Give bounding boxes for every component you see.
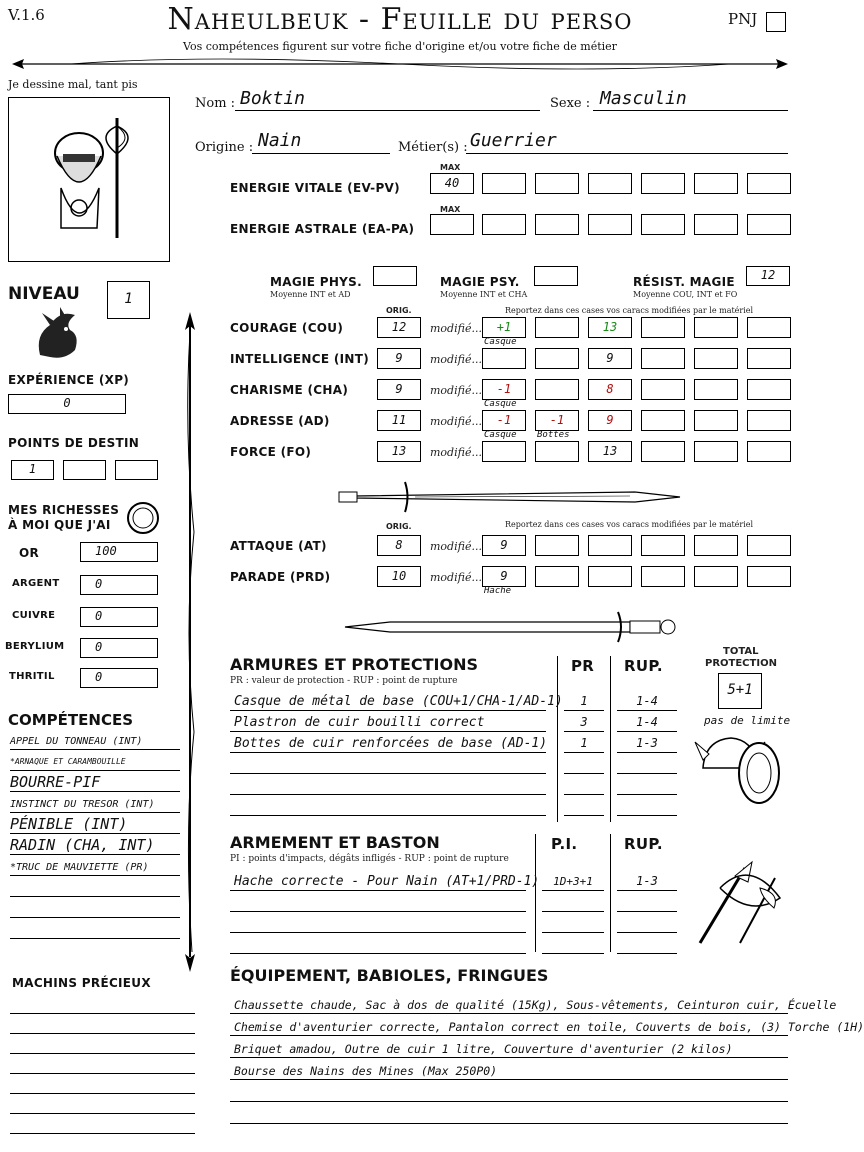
arme-pi-0[interactable]: 1D+3+1 (553, 875, 593, 888)
sexe-label: Sexe : (550, 96, 591, 111)
armures-title: ARMURES ET PROTECTIONS (230, 655, 478, 674)
caracs-label-0: COURAGE (COU) (230, 321, 344, 335)
caracs-cell-2-3[interactable] (641, 379, 685, 400)
origine-field[interactable]: Nain (258, 130, 302, 151)
ev-cell-4[interactable] (641, 173, 685, 194)
caracs-orig-0[interactable]: 12 (377, 317, 421, 338)
competences-title: COMPÉTENCES (8, 711, 134, 729)
caracs-label-2: CHARISME (CHA) (230, 383, 349, 397)
equipement-line (230, 1057, 788, 1058)
machins-line-6[interactable] (10, 1133, 195, 1134)
caracs-orig-4[interactable]: 13 (377, 441, 421, 462)
pnj-checkbox[interactable] (766, 12, 786, 32)
origine-line (252, 153, 390, 154)
armure-line (230, 731, 546, 732)
thritil-field[interactable]: 0 (80, 668, 158, 688)
caracs-note-3-1: Bottes (537, 430, 570, 440)
ev-cell-6[interactable] (747, 173, 791, 194)
cuivre-label: CUIVRE (12, 610, 56, 621)
caracs-label-4: FORCE (FO) (230, 445, 312, 459)
caracs-cell-1-0[interactable] (482, 348, 526, 369)
niveau-field[interactable]: 1 (107, 281, 150, 319)
total-label-1: TOTAL (723, 646, 759, 657)
ev-max-label: MAX (440, 163, 461, 172)
ea-cell-4[interactable] (641, 214, 685, 235)
equipement-line (230, 1035, 788, 1036)
magie-psy-field[interactable] (534, 266, 578, 286)
ea-max-label: MAX (440, 205, 461, 214)
combat-cell-0-1[interactable] (535, 535, 579, 556)
equipement-line (230, 1013, 788, 1014)
page-title: Naheulbeuk - Feuille du perso (167, 2, 633, 37)
caracs-cell-2-5[interactable] (747, 379, 791, 400)
ev-cell-5[interactable] (694, 173, 738, 194)
armure-rup-line (617, 773, 677, 774)
competence-item-5[interactable]: RADIN (CHA, INT) (10, 836, 155, 854)
ev-cell-2[interactable] (535, 173, 579, 194)
ea-cell-5[interactable] (694, 214, 738, 235)
arme-pi-line (542, 911, 604, 912)
argent-field[interactable]: 0 (80, 575, 158, 595)
caracs-cell-4-4[interactable] (694, 441, 738, 462)
machins-line-5[interactable] (10, 1113, 195, 1114)
caracs-modifie-0: modifié... (430, 322, 482, 335)
caracs-modifie-4: modifié... (430, 446, 482, 459)
ea-cell-2[interactable] (535, 214, 579, 235)
caracs-label-1: INTELLIGENCE (INT) (230, 352, 369, 366)
equipement-item-2[interactable]: Briquet amadou, Outre de cuir 1 litre, Couverture d'aventurier (2 kilos) (234, 1042, 733, 1056)
col-pr-header: PR (571, 657, 595, 675)
coin-icon (125, 500, 161, 536)
armure-pr-line (564, 710, 604, 711)
experience-field[interactable]: 0 (8, 394, 126, 414)
caracs-cell-4-0[interactable] (482, 441, 526, 462)
richesses-label-2: À MOI QUE J'AI (8, 518, 111, 532)
caracs-cell-0-1[interactable] (535, 317, 579, 338)
magie-phys-field[interactable] (373, 266, 417, 286)
caracs-cell-0-5[interactable] (747, 317, 791, 338)
caracs-orig-2[interactable]: 9 (377, 379, 421, 400)
destin-field-3[interactable] (115, 460, 158, 480)
combat-label-1: PARADE (PRD) (230, 570, 331, 584)
combat-orig-0[interactable]: 8 (377, 535, 421, 556)
berylium-field[interactable]: 0 (80, 638, 158, 658)
armement-title: ARMEMENT ET BASTON (230, 833, 440, 852)
caracs-cell-0-0[interactable]: +1 (482, 317, 526, 338)
arme-line (230, 890, 526, 891)
caracs-modifie-3: modifié... (430, 415, 482, 428)
machins-line-4[interactable] (10, 1093, 195, 1094)
armure-pr-2[interactable]: 1 (580, 736, 588, 750)
total-label-2: PROTECTION (705, 658, 777, 669)
armure-pr-line (564, 815, 604, 816)
armure-pr-line (564, 731, 604, 732)
ea-label: ENERGIE ASTRALE (EA-PA) (230, 222, 415, 236)
competence-item-6[interactable]: *TRUC DE MAUVIETTE (PR) (10, 862, 149, 873)
arme-rup-line (617, 953, 677, 954)
competence-item-1[interactable]: *ARNAQUE ET CARAMBOUILLE (10, 757, 126, 766)
combat-cell-1-4[interactable] (694, 566, 738, 587)
combat-orig-1[interactable]: 10 (377, 566, 421, 587)
ev-cell-3[interactable] (588, 173, 632, 194)
arme-line (230, 911, 526, 912)
dragon-icon (30, 305, 85, 363)
nom-field[interactable]: Boktin (240, 88, 306, 109)
caracs-note-2-0: Casque (484, 399, 517, 409)
thritil-label: THRITIL (9, 671, 55, 682)
armure-line (230, 773, 546, 774)
armure-rup-line (617, 731, 677, 732)
combat-note: Reportez dans ces cases vos caracs modifiées par le matériel (505, 520, 754, 529)
caracs-cell-3-0[interactable]: -1 (482, 410, 526, 431)
argent-label: ARGENT (12, 578, 60, 589)
armure-line (230, 752, 546, 753)
caracs-cell-1-4[interactable] (694, 348, 738, 369)
armures-sep-2 (610, 656, 611, 822)
combat-modifie-0: modifié... (430, 540, 482, 553)
competence-line (10, 875, 180, 876)
metier-label: Métier(s) : (398, 140, 468, 155)
armure-rup-line (617, 794, 677, 795)
caracs-cell-1-3[interactable] (641, 348, 685, 369)
competence-item-3[interactable]: INSTINCT DU TRESOR (INT) (10, 799, 155, 810)
total-protection-field[interactable]: 5+1 (718, 673, 762, 709)
caracs-cell-1-2[interactable]: 9 (588, 348, 632, 369)
armures-subtitle: PR : valeur de protection - RUP : point de rupture (230, 676, 458, 686)
machins-title: MACHINS PRÉCIEUX (12, 976, 151, 990)
armure-line (230, 710, 546, 711)
magie-psy-note: Moyenne INT et CHA (440, 290, 528, 299)
caracs-cell-2-1[interactable] (535, 379, 579, 400)
page-subtitle: Vos compétences figurent sur votre fiche d'origine et/ou votre fiche de métier (183, 40, 617, 53)
resist-magie-note: Moyenne COU, INT et FO (633, 290, 738, 299)
arme-line (230, 953, 526, 954)
combat-cell-1-1[interactable] (535, 566, 579, 587)
arme-pi-line (542, 890, 604, 891)
combat-label-0: ATTAQUE (AT) (230, 539, 327, 553)
armure-pr-line (564, 773, 604, 774)
origine-label: Origine : (195, 140, 254, 155)
caracs-cell-0-3[interactable] (641, 317, 685, 338)
armure-rup-line (617, 752, 677, 753)
equipement-title: ÉQUIPEMENT, BABIOLES, FRINGUES (230, 966, 549, 985)
caracs-note-0-0: Casque (484, 337, 517, 347)
weapons-icon (690, 858, 790, 948)
equipement-line (230, 1101, 788, 1102)
armure-line (230, 794, 546, 795)
caracs-orig-1[interactable]: 9 (377, 348, 421, 369)
armure-name-0[interactable]: Casque de métal de base (COU+1/CHA-1/AD-1) (234, 694, 563, 709)
berylium-label: BERYLIUM (5, 641, 65, 652)
competence-line (10, 854, 180, 855)
col-pi-header: P.I. (551, 835, 578, 853)
helmet-shield-icon (695, 728, 785, 808)
col-rup2-header: RUP. (624, 835, 663, 853)
caracs-cell-2-0[interactable]: -1 (482, 379, 526, 400)
machins-line-1[interactable] (10, 1033, 195, 1034)
competence-item-2[interactable]: BOURRE-PIF (10, 773, 101, 791)
arme-rup-line (617, 890, 677, 891)
caracs-cell-3-2[interactable]: 9 (588, 410, 632, 431)
orig-label: ORIG. (386, 306, 412, 315)
caracs-label-3: ADRESSE (AD) (230, 414, 330, 428)
equipement-line (230, 1123, 788, 1124)
competence-line (10, 833, 180, 834)
magie-phys-note: Moyenne INT et AD (270, 290, 351, 299)
armure-rup-0[interactable]: 1-4 (636, 694, 658, 708)
competence-line (10, 770, 180, 771)
armure-rup-line (617, 710, 677, 711)
armure-name-1[interactable]: Plastron de cuir bouilli correct (234, 715, 485, 730)
destin-field-1[interactable]: 1 (11, 460, 54, 480)
decorative-arrow (10, 56, 790, 72)
caracs-cell-2-4[interactable] (694, 379, 738, 400)
competence-line (10, 812, 180, 813)
caracs-note-3-0: Casque (484, 430, 517, 440)
caracs-cell-3-5[interactable] (747, 410, 791, 431)
version-label: V.1.6 (8, 6, 45, 24)
arme-name-0[interactable]: Hache correcte - Pour Nain (AT+1/PRD-1) (234, 874, 540, 889)
armure-rup-1[interactable]: 1-4 (636, 715, 658, 729)
armures-sep-1 (557, 656, 558, 822)
armure-line (230, 815, 546, 816)
sexe-field[interactable]: Masculin (600, 88, 687, 109)
resist-magie-label: RÉSIST. MAGIE (633, 275, 735, 289)
armement-sep-1 (535, 834, 536, 952)
combat-cell-0-4[interactable] (694, 535, 738, 556)
col-rup-header: RUP. (624, 657, 663, 675)
sword-icon (335, 478, 685, 516)
arme-rup-line (617, 911, 677, 912)
equipement-item-3[interactable]: Bourse des Nains des Mines (Max 250P0) (234, 1064, 498, 1078)
arme-pi-line (542, 953, 604, 954)
equipement-item-0[interactable]: Chaussette chaude, Sac à dos de qualité (15Kg), Sous-vêtements, Ceinturon cuir, Écuelle (234, 998, 837, 1012)
caracs-cell-4-2[interactable]: 13 (588, 441, 632, 462)
combat-note-1-0: Hache (484, 586, 512, 596)
caracs-cell-2-2[interactable]: 8 (588, 379, 632, 400)
caracs-cell-3-4[interactable] (694, 410, 738, 431)
armure-pr-line (564, 752, 604, 753)
destin-field-2[interactable] (63, 460, 106, 480)
caracs-orig-3[interactable]: 11 (377, 410, 421, 431)
magie-psy-label: MAGIE PSY. (440, 275, 520, 289)
armure-pr-line (564, 794, 604, 795)
arme-pi-line (542, 932, 604, 933)
competence-item-0[interactable]: APPEL DU TONNEAU (INT) (10, 736, 143, 747)
armure-pr-0[interactable]: 1 (580, 694, 588, 708)
ev-max-field[interactable]: 40 (430, 173, 474, 194)
competence-line (10, 917, 180, 918)
arme-rup-0[interactable]: 1-3 (636, 874, 658, 888)
competence-line (10, 791, 180, 792)
ev-label: ENERGIE VITALE (EV-PV) (230, 181, 400, 195)
sexe-line (593, 110, 788, 111)
machins-line-3[interactable] (10, 1073, 195, 1074)
portrait-frame (8, 97, 170, 262)
caracs-cell-4-3[interactable] (641, 441, 685, 462)
armement-subtitle: PI : points d'impacts, dégâts infligés - RUP : point de rupture (230, 854, 509, 864)
nom-label: Nom : (195, 96, 236, 111)
arme-line (230, 932, 526, 933)
competence-line (10, 938, 180, 939)
caracs-cell-4-5[interactable] (747, 441, 791, 462)
combat-cell-1-5[interactable] (747, 566, 791, 587)
or-field[interactable]: 100 (80, 542, 158, 562)
equipement-item-1[interactable]: Chemise d'aventurier correcte, Pantalon correct en toile, Couverts de bois, (3) Torche (1H) (234, 1020, 864, 1034)
armure-name-2[interactable]: Bottes de cuir renforcées de base (AD-1) (234, 736, 548, 751)
caracs-cell-3-1[interactable]: -1 (535, 410, 579, 431)
metier-field[interactable]: Guerrier (470, 130, 557, 151)
ea-cell-3[interactable] (588, 214, 632, 235)
dwarf-warrior-icon (9, 98, 169, 261)
experience-label: EXPÉRIENCE (XP) (8, 373, 130, 387)
machins-line-0[interactable] (10, 1013, 195, 1014)
or-label: OR (19, 546, 40, 560)
nom-line (235, 110, 540, 111)
equipement-line (230, 1079, 788, 1080)
spear-icon (180, 312, 200, 972)
armure-rup-line (617, 815, 677, 816)
combat-cell-0-3[interactable] (641, 535, 685, 556)
destin-label: POINTS DE DESTIN (8, 436, 140, 450)
combat-cell-1-2[interactable] (588, 566, 632, 587)
armement-sep-2 (610, 834, 611, 952)
limit-label: pas de limite (704, 714, 791, 727)
magie-phys-label: MAGIE PHYS. (270, 275, 362, 289)
caracs-cell-4-1[interactable] (535, 441, 579, 462)
caracs-cell-3-3[interactable] (641, 410, 685, 431)
portrait-caption: Je dessine mal, tant pis (8, 78, 138, 91)
caracs-cell-0-2[interactable]: 13 (588, 317, 632, 338)
combat-cell-0-2[interactable] (588, 535, 632, 556)
carac-note: Reportez dans ces cases vos caracs modifiées par le matériel (505, 306, 754, 315)
combat-cell-1-3[interactable] (641, 566, 685, 587)
competence-line (10, 749, 180, 750)
armure-rup-2[interactable]: 1-3 (636, 736, 658, 750)
richesses-label-1: MES RICHESSES (8, 503, 120, 517)
caracs-cell-0-4[interactable] (694, 317, 738, 338)
caracs-cell-1-5[interactable] (747, 348, 791, 369)
caracs-modifie-2: modifié... (430, 384, 482, 397)
ev-cell-1[interactable] (482, 173, 526, 194)
caracs-modifie-1: modifié... (430, 353, 482, 366)
combat-cell-0-0[interactable]: 9 (482, 535, 526, 556)
competence-line (10, 896, 180, 897)
caracs-cell-1-1[interactable] (535, 348, 579, 369)
combat-cell-1-0[interactable]: 9 (482, 566, 526, 587)
arme-rup-line (617, 932, 677, 933)
sword-icon-2 (340, 608, 685, 646)
competence-item-4[interactable]: PÉNIBLE (INT) (10, 815, 128, 833)
cuivre-field[interactable]: 0 (80, 607, 158, 627)
ea-cell-6[interactable] (747, 214, 791, 235)
ea-max-field[interactable] (430, 214, 474, 235)
metier-line (466, 153, 788, 154)
combat-cell-0-5[interactable] (747, 535, 791, 556)
combat-orig-label: ORIG. (386, 522, 412, 531)
armure-pr-1[interactable]: 3 (580, 715, 588, 729)
machins-line-2[interactable] (10, 1053, 195, 1054)
ea-cell-1[interactable] (482, 214, 526, 235)
niveau-label: NIVEAU (8, 284, 80, 304)
resist-magie-field[interactable]: 12 (746, 266, 790, 286)
combat-modifie-1: modifié... (430, 571, 482, 584)
pnj-label: PNJ (728, 10, 758, 28)
